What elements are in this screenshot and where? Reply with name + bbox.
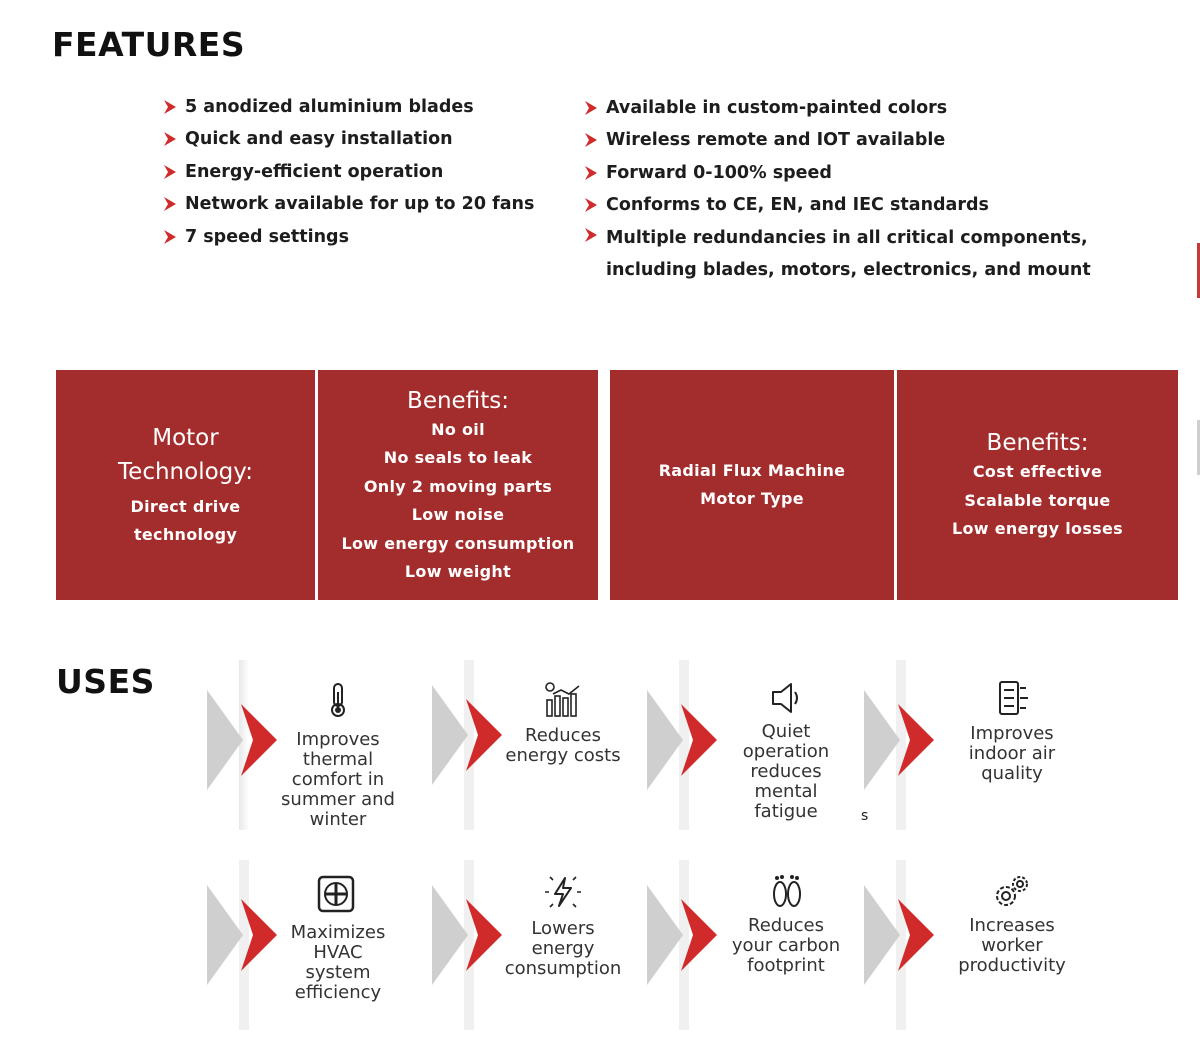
use-text: Improves indoor air quality [968, 723, 1056, 784]
energy-chart-icon [543, 680, 583, 720]
feature-item: Available in custom-painted colors [584, 95, 1091, 127]
air-quality-icon [992, 678, 1032, 718]
box-line: Low energy losses [952, 519, 1123, 539]
chevron-right-icon [584, 198, 598, 212]
features-heading: FEATURES [52, 25, 246, 64]
motor-technology-box [56, 370, 315, 600]
use-text: Improves thermal comfort in summer and winter [281, 729, 395, 830]
chevron-right-icon [163, 132, 177, 146]
box-line: technology [133, 525, 238, 544]
box-line: Low noise [411, 505, 505, 524]
chevron-right-icon [584, 133, 598, 147]
feature-item: 5 anodized aluminium blades [163, 94, 534, 126]
hvac-fan-icon [316, 874, 356, 914]
box-line: Low weight [404, 562, 512, 581]
chevron-right-icon [584, 101, 598, 115]
feature-item: Conforms to CE, EN, and IEC standards [584, 192, 1091, 224]
use-text: Maximizes HVAC system efficiency [290, 922, 386, 1003]
chevron-right-icon [584, 166, 598, 180]
motor-type-box [610, 370, 894, 600]
feature-item: Multiple redundancies in all critical components, including blades, motors, electronics, and mount [584, 222, 1091, 286]
lightning-icon [543, 872, 583, 912]
box-line: No oil [431, 419, 485, 439]
benefits-box-1 [318, 370, 598, 600]
uses-heading: USES [56, 662, 155, 701]
box-line: Scalable torque [964, 490, 1111, 510]
chevron-right-icon [163, 197, 177, 211]
box-line: Direct drive [130, 496, 241, 516]
feature-item: Quick and easy installation [163, 126, 534, 158]
chevron-right-icon [163, 230, 177, 244]
box-line: Only 2 moving parts [363, 476, 553, 496]
use-text: Lowers energy consumption [504, 918, 622, 979]
benefits-box-2 [897, 370, 1178, 600]
chevron-right-icon [163, 165, 177, 179]
feature-item: Energy-efficient operation [163, 159, 534, 191]
use-text: Quiet operation reduces mental fatigue [742, 721, 830, 822]
chevron-right-icon [163, 100, 177, 114]
box-title: Benefits: [986, 430, 1089, 457]
box-line: Cost effective [972, 462, 1103, 482]
feature-item: Wireless remote and IOT available [584, 127, 1091, 159]
features-left-list [163, 94, 534, 256]
features-right-list [584, 95, 1091, 286]
chevron-right-icon [584, 228, 598, 242]
gears-icon [992, 872, 1032, 912]
thermometer-icon [318, 680, 358, 720]
box-line: Low energy consumption [341, 533, 575, 553]
use-text: Increases worker productivity [958, 915, 1066, 976]
feature-item: 7 speed settings [163, 224, 534, 256]
chevron-divider-icon [862, 860, 942, 1030]
footprint-icon [767, 872, 807, 912]
box-line: Radial Flux Machine [658, 460, 846, 480]
use-text: Reduces energy costs [505, 725, 621, 766]
box-line: No seals to leak [383, 448, 533, 467]
feature-item: Network available for up to 20 fans [163, 191, 534, 223]
chevron-divider-icon [862, 660, 942, 830]
box-title: Motor Technology: [118, 424, 253, 485]
box-title: Benefits: [407, 387, 509, 414]
box-line: Motor Type [700, 489, 804, 508]
feature-item: Forward 0-100% speed [584, 160, 1091, 192]
use-text: Reduces your carbon footprint [731, 915, 841, 976]
speaker-icon [767, 678, 807, 718]
stray-character: s [861, 808, 869, 824]
